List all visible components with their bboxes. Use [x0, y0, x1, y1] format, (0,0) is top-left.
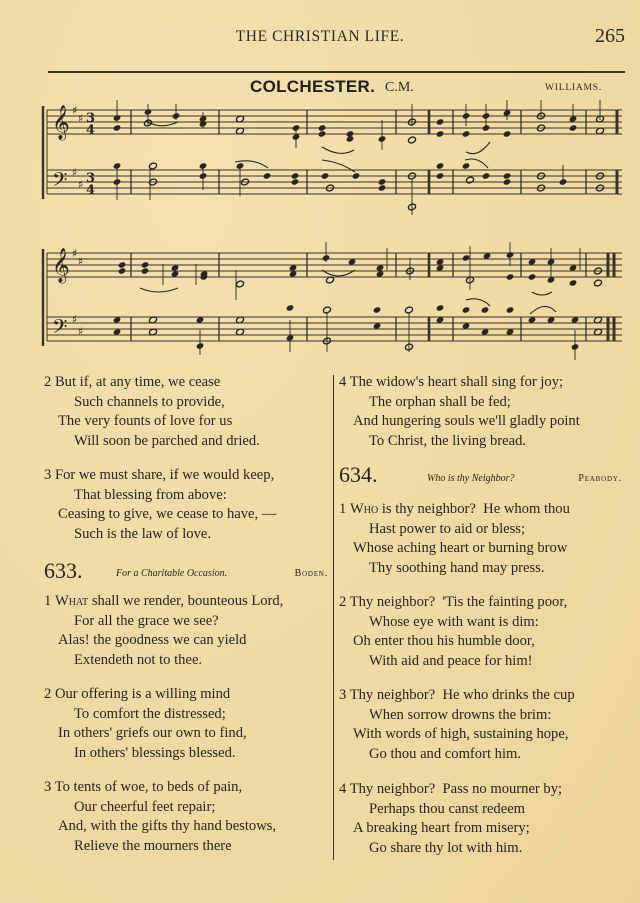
verse-634-1 [339, 500, 570, 578]
verse-line: But if, at any time, we cease [54, 374, 221, 390]
verse-line: Will soon be parched and dried. [74, 432, 260, 449]
verse-line: Our offering is a willing mind [54, 686, 231, 702]
verse-line: With aid and peace for him! [369, 652, 533, 669]
hymn-author: Boden. [294, 568, 328, 579]
verse-line: Thy neighbor? He who drinks the cup [349, 687, 575, 703]
verse-line: The orphan shall be fed; [369, 393, 511, 410]
verse-number: 3 [44, 779, 52, 795]
svg-text:♯: ♯ [78, 325, 84, 338]
verse-line: Go thou and comfort him. [369, 745, 521, 762]
verse-line: The widow's heart shall sing for joy; [349, 374, 564, 390]
verse-line: When sorrow drowns the brim: [369, 706, 552, 723]
verse-line: That blessing from above: [74, 486, 227, 503]
verse-line: Hast power to aid or bless; [369, 520, 526, 537]
verse-line: shall we render, bounteous Lord, [88, 593, 284, 609]
svg-text:4: 4 [86, 123, 96, 138]
verse-line: Thy neighbor? 'Tis the fainting poor, [349, 594, 568, 610]
first-word: Who [349, 501, 379, 517]
verse-line: To Christ, the living bread. [369, 432, 527, 449]
verse-line: With words of high, sustaining hope, [353, 726, 569, 742]
music-score [0, 0, 640, 370]
verse-line: And hungering souls we'll gladly point [353, 413, 580, 429]
page-number: 265 [595, 25, 625, 47]
svg-text:3: 3 [86, 111, 96, 126]
verse-line: Oh enter thou his humble door, [353, 633, 535, 649]
verse-line: Go share thy lot with him. [369, 839, 523, 856]
hymn-number: 634. [339, 462, 378, 487]
verse-line: A breaking heart from misery; [353, 820, 530, 836]
verse-line: Thy soothing hand may press. [369, 559, 545, 576]
svg-text:♯: ♯ [72, 313, 78, 326]
tune-meter: C.M. [385, 80, 414, 95]
verse-line: And, with the gifts thy hand bestows, [58, 818, 277, 834]
verse-line: Whose aching heart or burning brow [353, 540, 568, 556]
verse-line: In others' blessings blessed. [74, 744, 236, 761]
verse-633-2 [44, 685, 247, 763]
verse-632-4 [339, 373, 580, 451]
svg-text:𝄞: 𝄞 [52, 248, 70, 283]
verse-number: 1 [44, 593, 52, 609]
verse-line: To comfort the distressed; [74, 705, 226, 722]
first-word: What [54, 593, 89, 609]
verse-number: 1 [339, 501, 347, 517]
svg-text:𝄞: 𝄞 [52, 105, 70, 140]
hymn-author: Peabody. [578, 473, 622, 484]
verse-line: Thy neighbor? Pass no mourner by; [349, 781, 563, 797]
hymn-occasion: Who is thy Neighbor? [427, 473, 515, 484]
verse-line: Alas! the goodness we can yield [58, 632, 247, 648]
hymn-634-heading [339, 462, 622, 488]
svg-text:3: 3 [86, 171, 96, 186]
verse-line: To tents of woe, to beds of pain, [54, 779, 243, 795]
column-divider [333, 375, 334, 860]
verse-633-3 [44, 778, 276, 856]
verse-line: Such channels to provide, [74, 393, 225, 410]
notes-system-1 [113, 100, 605, 215]
verse-line: For all the grace we see? [74, 612, 219, 629]
verse-line: The very founts of love for us [58, 413, 233, 429]
hymn-occasion: For a Charitable Occasion. [116, 568, 228, 579]
hymn-number: 633. [44, 558, 83, 583]
verse-number: 3 [339, 687, 347, 703]
verse-number: 4 [339, 374, 347, 390]
verse-line: Extendeth not to thee. [74, 651, 203, 668]
svg-text:♯: ♯ [78, 255, 84, 268]
svg-text:♯: ♯ [78, 112, 84, 125]
verse-634-4 [339, 780, 562, 858]
hymn-633-heading [44, 558, 328, 584]
tune-name: COLCHESTER. [250, 77, 376, 96]
tune-composer: WILLIAMS. [545, 83, 603, 93]
svg-text:4: 4 [86, 183, 96, 198]
verse-633-1 [44, 592, 283, 670]
verse-line: For we must share, if we would keep, [54, 467, 275, 483]
verse-number: 3 [44, 467, 52, 483]
verse-line: Such is the law of love. [74, 525, 211, 542]
svg-text:𝄢: 𝄢 [52, 315, 68, 343]
verse-632-2 [44, 373, 260, 451]
verse-number: 2 [44, 374, 52, 390]
verse-line: Whose eye with want is dim: [369, 613, 539, 630]
verse-line: Perhaps thou canst redeem [369, 800, 526, 817]
svg-text:𝄢: 𝄢 [52, 168, 68, 196]
verse-number: 2 [44, 686, 52, 702]
verse-634-3 [339, 686, 575, 764]
system-2 [43, 249, 622, 346]
verse-line: Our cheerful feet repair; [74, 798, 216, 815]
verse-line: is thy neighbor? He whom thou [378, 501, 570, 517]
verse-634-2 [339, 593, 567, 671]
verse-line: Relieve the mourners there [74, 837, 232, 854]
svg-text:♯: ♯ [72, 166, 78, 179]
svg-text:♯: ♯ [72, 104, 78, 117]
verse-number: 2 [339, 594, 347, 610]
svg-text:♯: ♯ [78, 178, 84, 191]
verse-632-3 [44, 466, 276, 544]
notes-system-2 [113, 242, 603, 360]
svg-text:♯: ♯ [72, 247, 78, 260]
verse-number: 4 [339, 781, 347, 797]
verse-line: In others' griefs our own to find, [58, 725, 247, 741]
running-title: THE CHRISTIAN LIFE. [235, 28, 405, 45]
verse-line: Ceasing to give, we cease to have, — [58, 506, 277, 522]
